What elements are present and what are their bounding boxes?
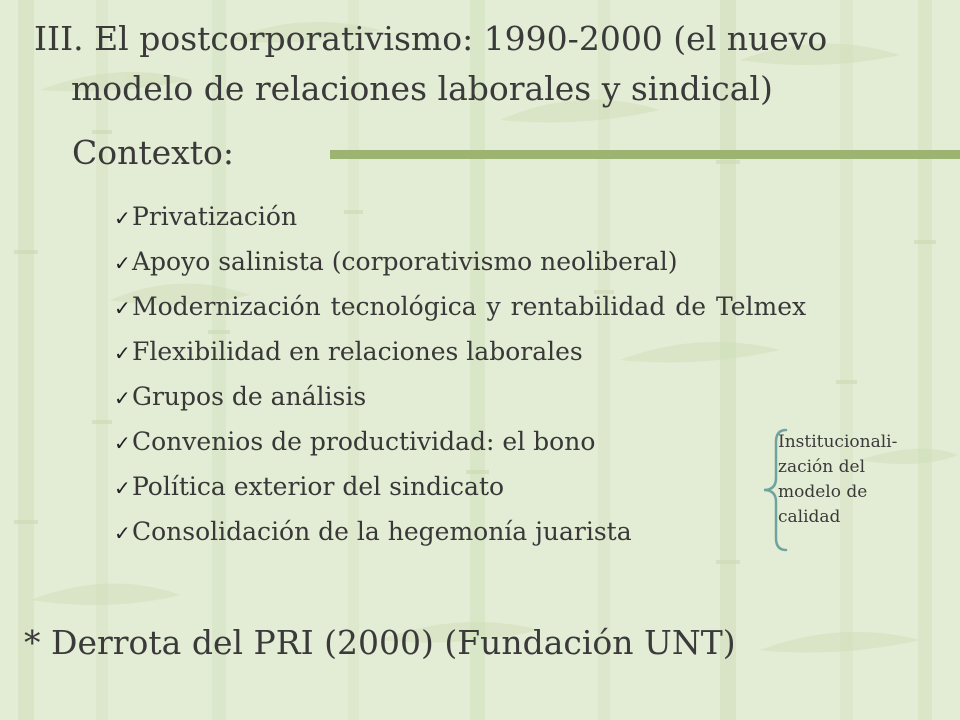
checkmark-icon: ✓	[114, 476, 131, 500]
subtitle-rule	[330, 150, 960, 159]
side-note-line: Institucionali-	[778, 432, 898, 452]
bullet-item	[114, 375, 874, 420]
checkmark-icon: ✓	[114, 206, 131, 230]
bullet-item	[114, 195, 874, 240]
checkmark-icon: ✓	[114, 386, 131, 410]
bullet-item	[114, 285, 866, 330]
bullet-text: Consolidación de la hegemonía juarista	[132, 517, 632, 546]
bullet-text: Grupos de análisis	[132, 382, 367, 411]
checkmark-icon: ✓	[114, 521, 131, 545]
side-note-line: zación del	[778, 457, 866, 477]
bullet-text: Política exterior del sindicato	[132, 472, 505, 501]
checkmark-icon: ✓	[114, 251, 131, 275]
checkmark-icon: ✓	[114, 431, 131, 455]
slide-title	[34, 14, 934, 114]
checkmark-icon: ✓	[114, 296, 131, 320]
checkmark-icon: ✓	[114, 341, 131, 365]
bullet-text: Apoyo salinista (corporativismo neoliberal)	[132, 247, 678, 276]
bullet-text: Flexibilidad en relaciones laborales	[132, 337, 583, 366]
side-note-line: modelo de	[778, 482, 868, 502]
section-subtitle: Contexto:	[72, 133, 235, 172]
bullet-item	[114, 330, 874, 375]
bullet-item	[114, 240, 874, 285]
bullet-text: Convenios de productividad: el bono	[132, 427, 596, 456]
bullet-text: Modernización tecnológica y rentabilidad de Telmex	[132, 292, 807, 321]
slide-title-line-1: III. El postcorporativismo: 1990-2000 (el nuevo	[34, 19, 828, 58]
slide-title-line-2: modelo de relaciones laborales y sindical)	[71, 69, 773, 108]
side-note	[778, 430, 948, 530]
footer-note: * Derrota del PRI (2000) (Fundación UNT)	[24, 623, 736, 662]
side-note-line: calidad	[778, 507, 841, 527]
bullet-text: Privatización	[132, 202, 298, 231]
